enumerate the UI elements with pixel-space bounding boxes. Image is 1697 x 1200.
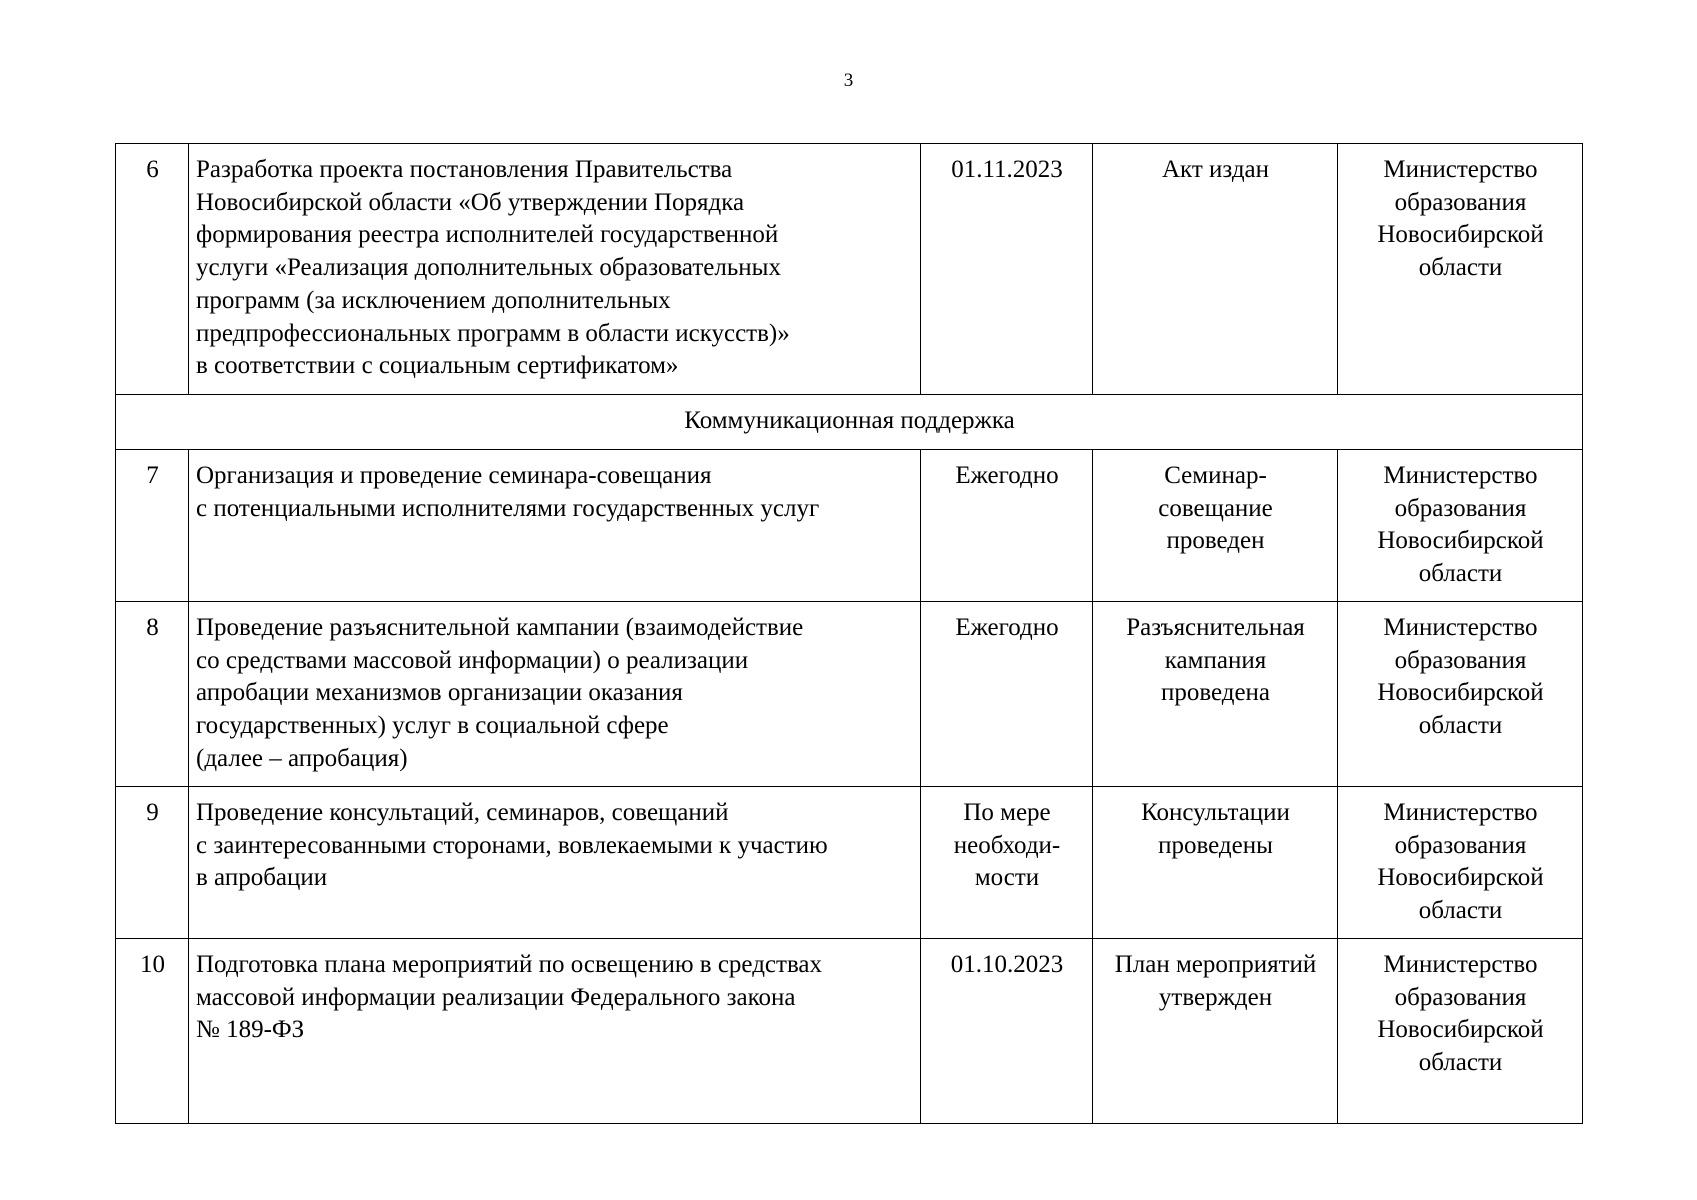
measure-description: Разработка проекта постановления Правительства Новосибирской области «Об утверждении Порядка формирования реестра исполнителей государственной услуги «Реализация дополнительных образовательных программ (за исключением дополнительных предпрофессиональных программ в области искусств)» в соответствии с социальным сертификатом» <box>189 144 921 395</box>
deadline: Ежегодно <box>921 602 1093 787</box>
section-row <box>116 395 1583 450</box>
row-number: 7 <box>116 450 189 602</box>
measure-description: Проведение разъяснительной кампании (взаимодействие со средствами массовой информации) о реализации апробации механизмов организации оказания государственных) услуг в социальной сфере (далее – апробация) <box>189 602 921 787</box>
deadline: По мере необходи- мости <box>921 787 1093 939</box>
measure-description: Организация и проведение семинара-совещания с потенциальными исполнителями государственных услуг <box>189 450 921 602</box>
deadline: Ежегодно <box>921 450 1093 602</box>
responsible-executor: Министерство образования Новосибирской области <box>1338 787 1583 939</box>
expected-result: Акт издан <box>1093 144 1338 395</box>
table-row <box>116 602 1583 787</box>
row-number: 6 <box>116 144 189 395</box>
section-title: Коммуникационная поддержка <box>116 395 1583 450</box>
table-row <box>116 787 1583 939</box>
row-number: 9 <box>116 787 189 939</box>
expected-result: Консультации проведены <box>1093 787 1338 939</box>
responsible-executor: Министерство образования Новосибирской области <box>1338 450 1583 602</box>
table-row <box>116 939 1583 1124</box>
expected-result: Семинар- совещание проведен <box>1093 450 1338 602</box>
row-number: 10 <box>116 939 189 1124</box>
measures-table <box>115 143 1583 1124</box>
responsible-executor: Министерство образования Новосибирской области <box>1338 144 1583 395</box>
responsible-executor: Министерство образования Новосибирской области <box>1338 602 1583 787</box>
expected-result: План мероприятий утвержден <box>1093 939 1338 1124</box>
deadline: 01.10.2023 <box>921 939 1093 1124</box>
page-number: 3 <box>843 70 854 91</box>
measure-description: Проведение консультаций, семинаров, совещаний с заинтересованными сторонами, вовлекаемыми к участию в апробации <box>189 787 921 939</box>
responsible-executor: Министерство образования Новосибирской области <box>1338 939 1583 1124</box>
expected-result: Разъяснительная кампания проведена <box>1093 602 1338 787</box>
row-number: 8 <box>116 602 189 787</box>
table-row <box>116 450 1583 602</box>
deadline: 01.11.2023 <box>921 144 1093 395</box>
table-row <box>116 144 1583 395</box>
measure-description: Подготовка плана мероприятий по освещению в средствах массовой информации реализации Федерального закона № 189-ФЗ <box>189 939 921 1124</box>
